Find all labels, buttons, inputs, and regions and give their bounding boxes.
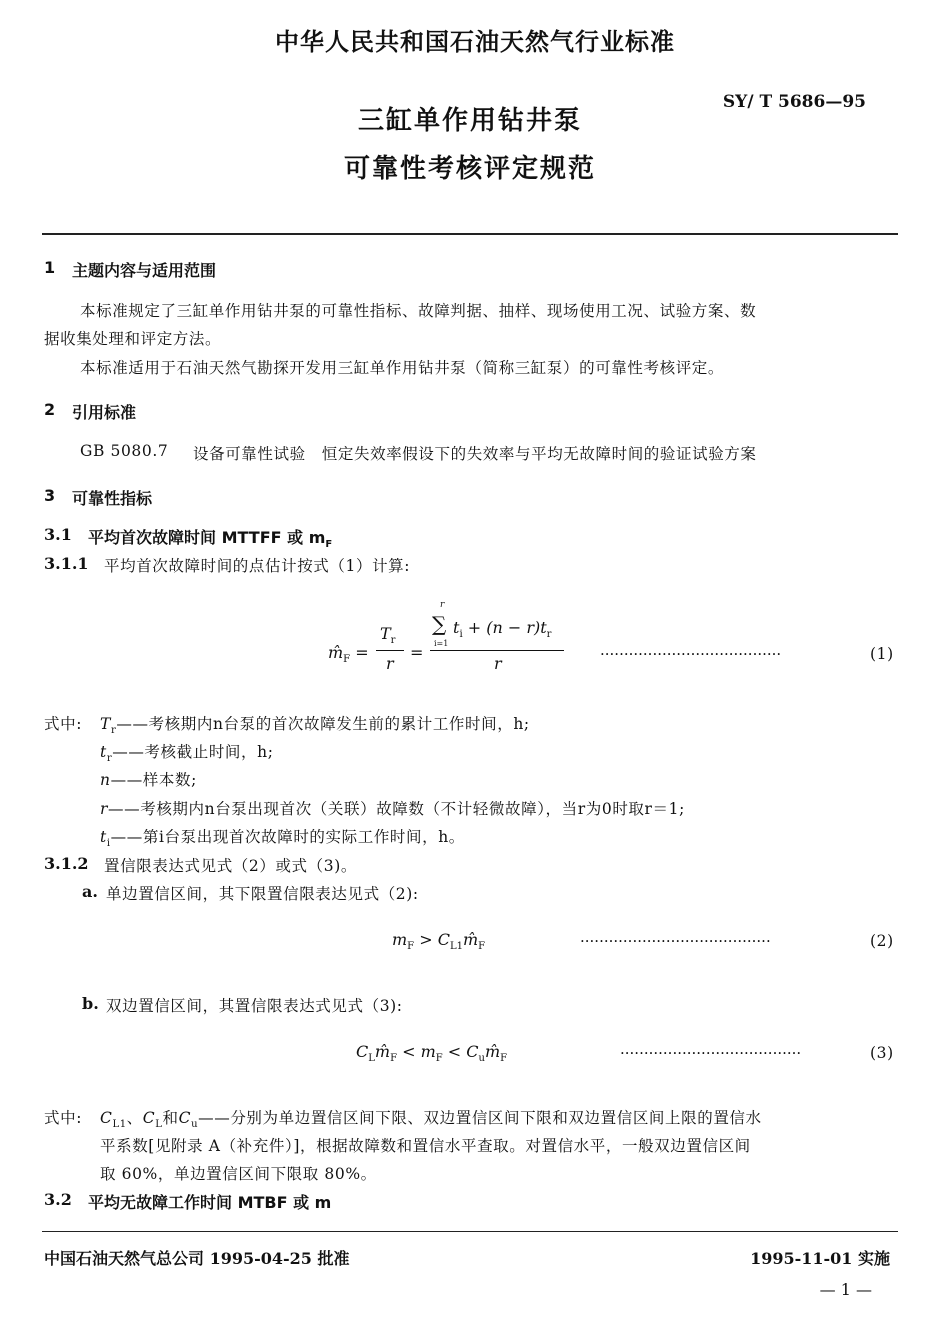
def-ti: $t_i——$第i台泵出现首次故障时的实际工作时间，h。 [100, 828, 465, 850]
eq1-sum-upper: r [440, 600, 445, 610]
def-n: n——样本数; [100, 771, 197, 789]
eq1-frac1-numerator: $T_r$ [380, 624, 396, 646]
eq1-number: (1) [870, 645, 894, 663]
section3-number: 3 [44, 486, 56, 505]
effective-date: 1995-11-01 实施 [750, 1249, 890, 1268]
section2-number: 2 [44, 400, 56, 419]
where2-line2: 平系数[见附录 A（补充件）]，根据故障数和置信水平查取。对置信水平，一般双边置信区间 [100, 1137, 751, 1155]
eq3-number: (3) [870, 1044, 894, 1062]
page-number: — 1 — [819, 1280, 872, 1299]
clause-3-1-1-text: 平均首次故障时间的点估计按式（1）计算: [104, 557, 411, 575]
footer-divider [42, 1231, 898, 1232]
standard-category-header: 中华人民共和国石油天然气行业标准 [275, 28, 675, 56]
eq1-lhs: $m̂_F$ = [328, 643, 369, 665]
def-Tr: $T_r——$考核期内n台泵的首次故障发生前的累计工作时间，h; [100, 715, 530, 737]
eq1-sum-lower: i=1 [434, 639, 449, 648]
where-label-2: 式中: [44, 1109, 83, 1127]
section1-number: 1 [44, 258, 56, 277]
reference-title: 设备可靠性试验 恒定失效率假设下的失效率与平均无故障时间的验证试验方案 [193, 445, 757, 463]
def-tr: $t_r——$考核截止时间，h; [100, 743, 274, 765]
clause-3-1-1-number: 3.1.1 [44, 554, 89, 573]
item-b-text: 双边置信区间，其置信限表达式见式（3): [106, 997, 403, 1015]
section1-heading: 主题内容与适用范围 [72, 261, 217, 280]
where-label-1: 式中: [44, 715, 83, 733]
header-divider [42, 233, 898, 235]
item-a-text: 单边置信区间，其下限置信限表达见式（2): [106, 885, 419, 903]
reference-code: GB 5080.7 [80, 442, 169, 460]
eq3-expression: $C_Lm̂_F < m_F$ < $C_um̂_F$ [356, 1042, 508, 1064]
document-title-line2: 可靠性考核评定规范 [343, 154, 596, 184]
clause-3-1-2-number: 3.1.2 [44, 854, 89, 873]
eq1-leader-dots: ······································ [600, 645, 782, 663]
eq1-equals: = [410, 643, 424, 662]
eq2-leader-dots: ········································ [580, 932, 771, 950]
section1-para1-line1: 本标准规定了三缸单作用钻井泵的可靠性指标、故障判据、抽样、现场使用工况、试验方案、数 [80, 302, 757, 320]
item-a-label: a. [82, 882, 98, 901]
document-title-line1: 三缸单作用钻井泵 [357, 106, 582, 136]
eq1-frac1-denominator: r [386, 654, 394, 673]
clause-3-1-2-text: 置信限表达式见式（2）或式（3)。 [104, 857, 357, 875]
eq1-frac1-bar [376, 650, 404, 651]
subsection-3-1-title: 平均首次故障时间 MTTFF 或 $m_F$ [88, 528, 333, 551]
standard-code: SY/ T 5686—95 [722, 92, 866, 112]
subsection-3-1-number: 3.1 [44, 525, 72, 544]
eq2-number: (2) [870, 932, 894, 950]
approval-line: 中国石油天然气总公司 1995-04-25 批准 [44, 1249, 350, 1268]
eq3-leader-dots: ······································ [620, 1044, 802, 1062]
def-r: r——考核期内n台泵出现首次（关联）故障数（不计轻微故障），当r为0时取r＝1; [100, 800, 685, 818]
where2-line1: $C_{L1}$、$C_L$和$C_u——$分别为单边置信区间下限、双边置信区间下限和双边置信区间上限的置信水 [100, 1109, 762, 1131]
subsection-3-2-number: 3.2 [44, 1190, 72, 1209]
eq2-expression: $m_F$ > $C_{L1}m̂_F$ [392, 930, 486, 952]
eq1-sigma: ∑ [432, 612, 447, 636]
eq1-frac2-bar [430, 650, 564, 651]
section2-heading: 引用标准 [72, 403, 137, 422]
eq1-numerator: $t_i + (n - r)t_r$ [453, 618, 552, 640]
section1-para1-line2: 据收集处理和评定方法。 [44, 330, 222, 348]
eq1-frac2-denominator: r [494, 654, 502, 673]
where2-line3: 取 60%，单边置信区间下限取 80%。 [100, 1165, 377, 1183]
subsection-3-2-title: 平均无故障工作时间 MTBF 或 m [88, 1193, 332, 1212]
section1-para2: 本标准适用于石油天然气勘探开发用三缸单作用钻井泵（简称三缸泵）的可靠性考核评定。 [80, 359, 725, 377]
item-b-label: b. [82, 994, 99, 1013]
section3-heading: 可靠性指标 [72, 489, 153, 508]
